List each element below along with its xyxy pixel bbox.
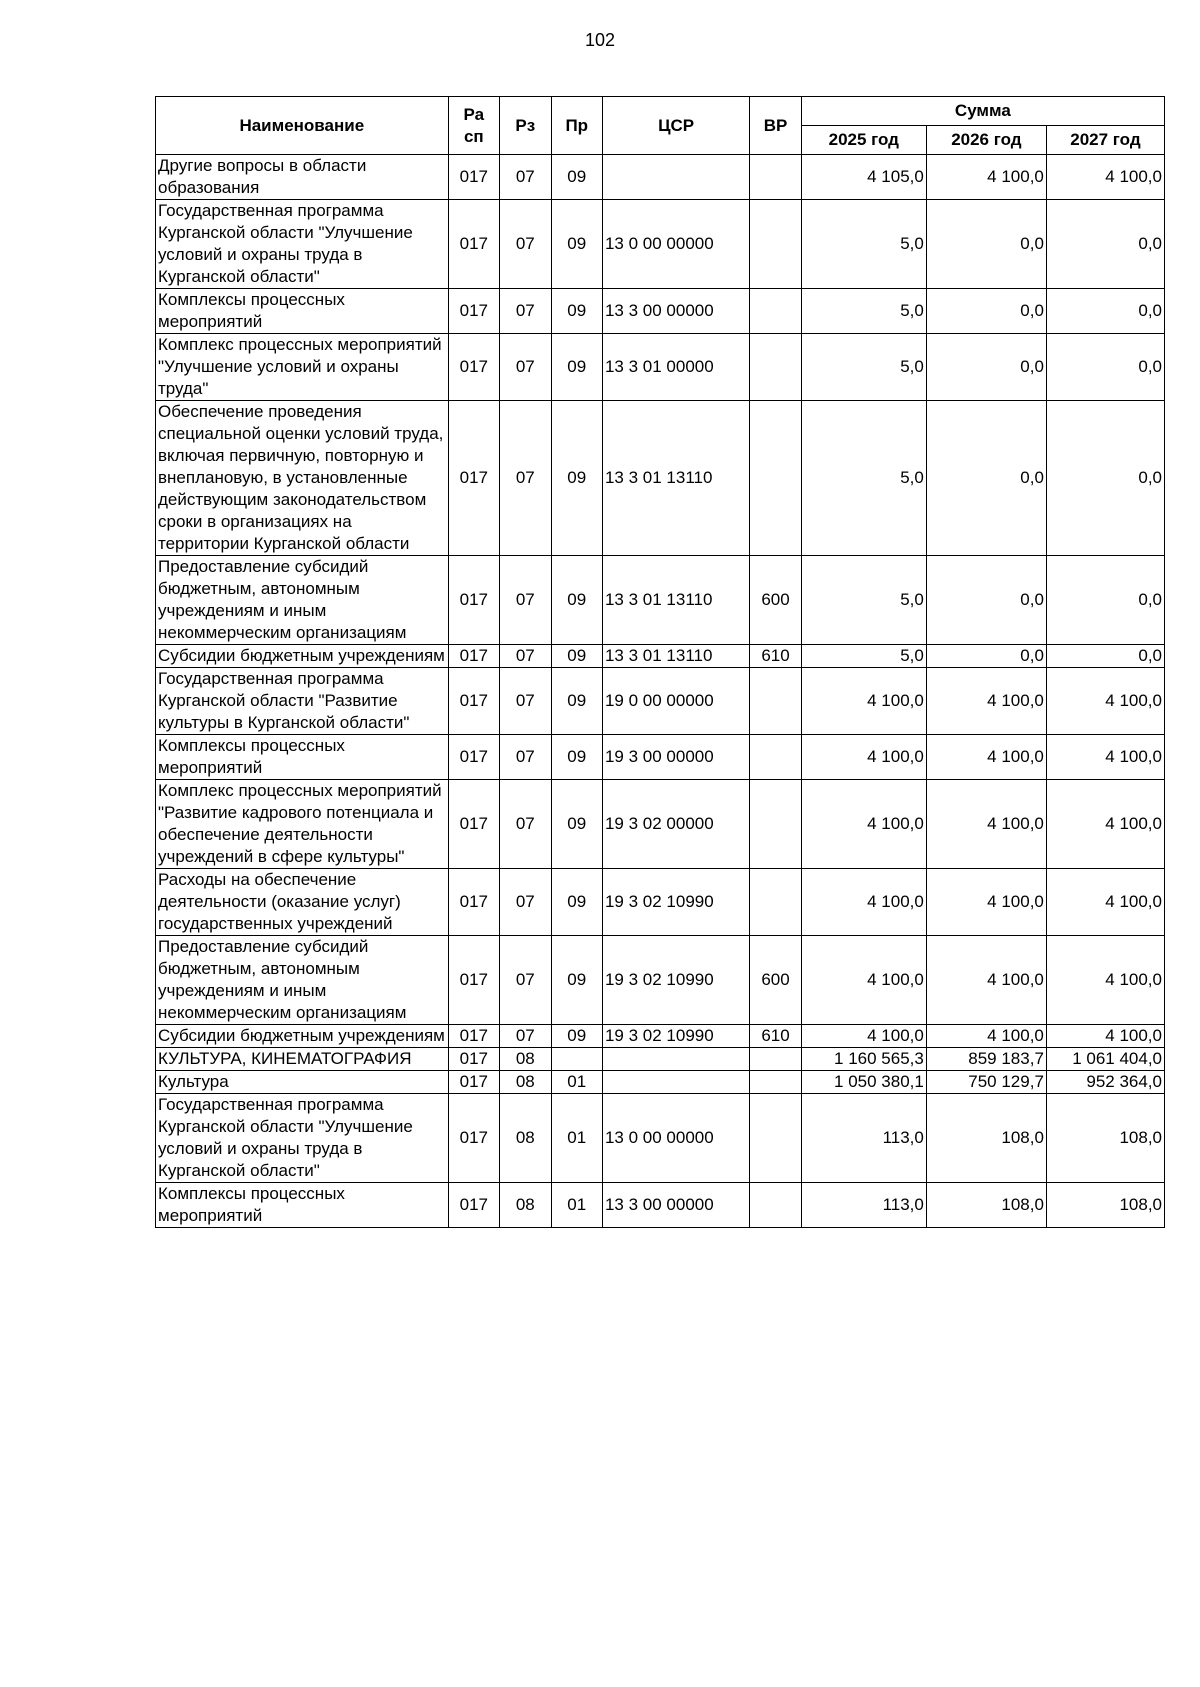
cell-sum-2025: 4 100,0 [801,735,926,780]
cell-pr: 09 [551,289,602,334]
cell-vr [750,780,801,869]
cell-sum-2027: 4 100,0 [1046,936,1164,1025]
cell-name: Другие вопросы в области образования [156,155,449,200]
cell-rz: 07 [500,401,551,556]
table-row [156,289,1165,334]
cell-rasp: 017 [448,155,499,200]
cell-pr: 09 [551,200,602,289]
cell-csr: 13 3 01 13110 [602,645,749,668]
header-csr: ЦСР [602,97,749,155]
cell-rasp: 017 [448,645,499,668]
cell-rz: 07 [500,735,551,780]
cell-rasp: 017 [448,1071,499,1094]
header-pr: Пр [551,97,602,155]
cell-vr: 610 [750,645,801,668]
cell-pr: 01 [551,1094,602,1183]
cell-rz: 07 [500,936,551,1025]
cell-sum-2027: 0,0 [1046,334,1164,401]
cell-pr: 09 [551,936,602,1025]
header-vr: ВР [750,97,801,155]
cell-sum-2027: 4 100,0 [1046,1025,1164,1048]
cell-sum-2026: 108,0 [926,1183,1046,1228]
cell-pr: 09 [551,645,602,668]
cell-pr: 01 [551,1071,602,1094]
cell-pr: 09 [551,869,602,936]
header-name: Наименование [156,97,449,155]
table-row [156,1048,1165,1071]
cell-vr [750,1048,801,1071]
cell-sum-2027: 0,0 [1046,645,1164,668]
cell-rz: 07 [500,869,551,936]
cell-name: Комплексы процессных мероприятий [156,1183,449,1228]
cell-sum-2026: 4 100,0 [926,155,1046,200]
cell-sum-2025: 4 100,0 [801,936,926,1025]
cell-vr [750,401,801,556]
cell-csr: 13 0 00 00000 [602,1094,749,1183]
cell-sum-2027: 0,0 [1046,289,1164,334]
cell-csr: 13 3 00 00000 [602,1183,749,1228]
cell-rz: 08 [500,1183,551,1228]
cell-csr: 13 3 01 13110 [602,556,749,645]
cell-rasp: 017 [448,936,499,1025]
cell-rz: 07 [500,1025,551,1048]
table-header [156,97,1165,155]
cell-sum-2027: 0,0 [1046,401,1164,556]
cell-sum-2026: 0,0 [926,645,1046,668]
cell-sum-2026: 4 100,0 [926,668,1046,735]
cell-sum-2026: 108,0 [926,1094,1046,1183]
cell-name: Субсидии бюджетным учреждениям [156,1025,449,1048]
table-row [156,645,1165,668]
cell-sum-2025: 5,0 [801,556,926,645]
cell-sum-2027: 108,0 [1046,1183,1164,1228]
cell-csr: 19 3 00 00000 [602,735,749,780]
cell-rasp: 017 [448,780,499,869]
cell-pr: 09 [551,1025,602,1048]
header-rasp [448,97,499,155]
cell-rz: 08 [500,1048,551,1071]
cell-pr: 09 [551,334,602,401]
cell-rz: 07 [500,556,551,645]
header-year-2026: 2026 год [926,126,1046,155]
cell-rasp: 017 [448,1048,499,1071]
table-row [156,155,1165,200]
cell-csr: 13 3 01 13110 [602,401,749,556]
cell-rasp: 017 [448,289,499,334]
cell-sum-2025: 4 100,0 [801,780,926,869]
cell-vr [750,1094,801,1183]
cell-rz: 08 [500,1071,551,1094]
cell-sum-2025: 4 100,0 [801,1025,926,1048]
cell-rz: 07 [500,200,551,289]
table-row [156,735,1165,780]
cell-vr: 600 [750,936,801,1025]
cell-sum-2027: 952 364,0 [1046,1071,1164,1094]
cell-name: Государственная программа Курганской области "Улучшение условий и охраны труда в Курганской области" [156,1094,449,1183]
cell-sum-2027: 4 100,0 [1046,668,1164,735]
table-row [156,1071,1165,1094]
table-row [156,1094,1165,1183]
cell-pr [551,1048,602,1071]
cell-name: Культура [156,1071,449,1094]
cell-csr: 19 3 02 00000 [602,780,749,869]
cell-sum-2025: 5,0 [801,200,926,289]
cell-vr [750,289,801,334]
cell-vr [750,334,801,401]
cell-pr: 09 [551,735,602,780]
cell-csr: 13 3 00 00000 [602,289,749,334]
cell-vr [750,735,801,780]
cell-name: Комплексы процессных мероприятий [156,735,449,780]
cell-sum-2027: 0,0 [1046,200,1164,289]
cell-sum-2026: 4 100,0 [926,1025,1046,1048]
cell-sum-2026: 0,0 [926,289,1046,334]
table-body [156,155,1165,1228]
cell-rasp: 017 [448,1025,499,1048]
header-year-2025: 2025 год [801,126,926,155]
cell-sum-2025: 4 100,0 [801,668,926,735]
cell-csr: 13 0 00 00000 [602,200,749,289]
cell-pr: 09 [551,401,602,556]
cell-sum-2026: 0,0 [926,200,1046,289]
cell-rz: 08 [500,1094,551,1183]
cell-name: Предоставление субсидий бюджетным, автономным учреждениям и иным некоммерческим организациям [156,936,449,1025]
cell-rasp: 017 [448,1183,499,1228]
cell-sum-2026: 750 129,7 [926,1071,1046,1094]
table-row [156,668,1165,735]
cell-sum-2027: 4 100,0 [1046,155,1164,200]
page-number: 102 [584,30,616,50]
cell-sum-2027: 1 061 404,0 [1046,1048,1164,1071]
cell-rz: 07 [500,289,551,334]
cell-sum-2025: 5,0 [801,334,926,401]
cell-name: Субсидии бюджетным учреждениям [156,645,449,668]
cell-sum-2026: 0,0 [926,334,1046,401]
table-row [156,334,1165,401]
cell-csr [602,1071,749,1094]
header-sum: Сумма [801,97,1164,126]
cell-sum-2027: 4 100,0 [1046,869,1164,936]
cell-name: Государственная программа Курганской области "Улучшение условий и охраны труда в Курганской области" [156,200,449,289]
cell-name: Комплексы процессных мероприятий [156,289,449,334]
cell-pr: 09 [551,556,602,645]
table-row [156,401,1165,556]
cell-rz: 07 [500,334,551,401]
cell-csr: 19 0 00 00000 [602,668,749,735]
cell-sum-2025: 1 160 565,3 [801,1048,926,1071]
cell-vr [750,1071,801,1094]
cell-pr: 09 [551,780,602,869]
cell-csr [602,155,749,200]
table-row [156,556,1165,645]
cell-name: Комплекс процессных мероприятий "Развитие кадрового потенциала и обеспечение деятельности учреждений в сфере культуры" [156,780,449,869]
cell-vr [750,1183,801,1228]
cell-pr: 09 [551,155,602,200]
cell-rz: 07 [500,780,551,869]
header-rz: Рз [500,97,551,155]
cell-csr: 19 3 02 10990 [602,869,749,936]
header-year-2027: 2027 год [1046,126,1164,155]
cell-sum-2025: 5,0 [801,401,926,556]
cell-vr [750,668,801,735]
cell-sum-2026: 0,0 [926,556,1046,645]
table-row [156,869,1165,936]
cell-sum-2025: 1 050 380,1 [801,1071,926,1094]
cell-sum-2025: 4 105,0 [801,155,926,200]
cell-name: КУЛЬТУРА, КИНЕМАТОГРАФИЯ [156,1048,449,1071]
cell-vr: 600 [750,556,801,645]
cell-rz: 07 [500,155,551,200]
cell-name: Расходы на обеспечение деятельности (оказание услуг) государственных учреждений [156,869,449,936]
cell-vr [750,200,801,289]
cell-sum-2026: 859 183,7 [926,1048,1046,1071]
cell-rasp: 017 [448,668,499,735]
cell-csr: 19 3 02 10990 [602,936,749,1025]
cell-name: Предоставление субсидий бюджетным, автономным учреждениям и иным некоммерческим организациям [156,556,449,645]
cell-rasp: 017 [448,735,499,780]
table-row [156,1183,1165,1228]
cell-sum-2027: 4 100,0 [1046,780,1164,869]
cell-sum-2025: 113,0 [801,1094,926,1183]
cell-sum-2025: 113,0 [801,1183,926,1228]
table-row [156,1025,1165,1048]
table-row [156,936,1165,1025]
cell-sum-2026: 4 100,0 [926,869,1046,936]
cell-name: Государственная программа Курганской области "Развитие культуры в Курганской области" [156,668,449,735]
cell-rasp: 017 [448,1094,499,1183]
cell-name: Комплекс процессных мероприятий "Улучшение условий и охраны труда" [156,334,449,401]
cell-csr [602,1048,749,1071]
header-rasp-line2: сп [463,126,484,146]
cell-rasp: 017 [448,556,499,645]
cell-name: Обеспечение проведения специальной оценки условий труда, включая первичную, повторную и внеплановую, в установленные действующим законодательством сроки в организациях на территории Курганской области [156,401,449,556]
cell-rasp: 017 [448,869,499,936]
cell-rasp: 017 [448,401,499,556]
cell-csr: 13 3 01 00000 [602,334,749,401]
cell-vr [750,155,801,200]
cell-pr: 09 [551,668,602,735]
budget-table [155,96,1165,1228]
cell-sum-2025: 5,0 [801,645,926,668]
cell-pr: 01 [551,1183,602,1228]
header-rasp-line1: Ра [463,104,485,124]
cell-sum-2025: 5,0 [801,289,926,334]
cell-rz: 07 [500,668,551,735]
cell-csr: 19 3 02 10990 [602,1025,749,1048]
cell-sum-2025: 4 100,0 [801,869,926,936]
table-row [156,200,1165,289]
cell-sum-2026: 4 100,0 [926,936,1046,1025]
cell-sum-2027: 108,0 [1046,1094,1164,1183]
cell-vr: 610 [750,1025,801,1048]
cell-sum-2026: 4 100,0 [926,735,1046,780]
cell-sum-2027: 4 100,0 [1046,735,1164,780]
cell-sum-2026: 4 100,0 [926,780,1046,869]
cell-sum-2026: 0,0 [926,401,1046,556]
cell-vr [750,869,801,936]
cell-sum-2027: 0,0 [1046,556,1164,645]
cell-rz: 07 [500,645,551,668]
cell-rasp: 017 [448,334,499,401]
table-row [156,780,1165,869]
cell-rasp: 017 [448,200,499,289]
